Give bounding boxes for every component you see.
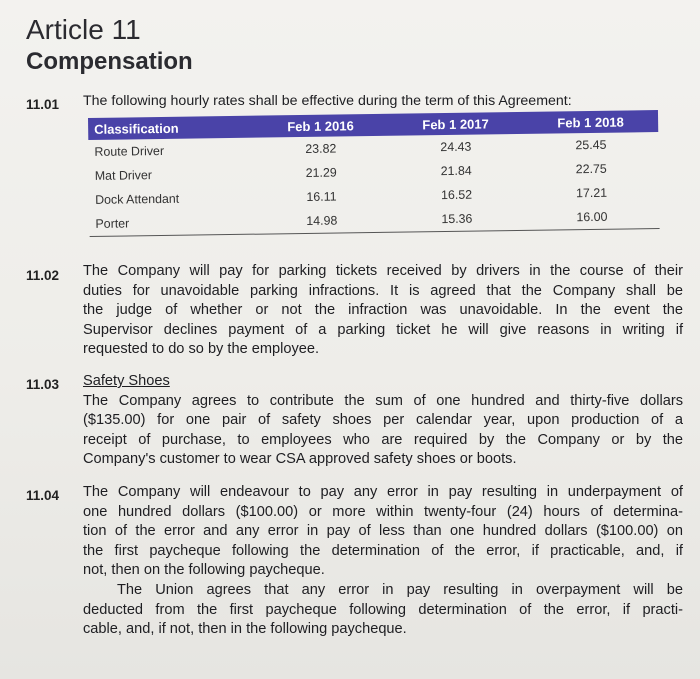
text-line: duties for unavoidable parking infractions. It is agreed that the Company shall be	[83, 282, 683, 299]
row-rate-2018: 25.45	[575, 137, 607, 153]
row-classification: Route Driver	[94, 143, 165, 159]
text-line: requested to do so by the employee.	[83, 341, 320, 358]
section-number-11-03: 11.03	[26, 377, 60, 392]
text-line: not, then on the following paycheque.	[83, 562, 325, 579]
section-11-02-text	[83, 262, 683, 360]
section-number-11-01: 11.01	[26, 97, 60, 112]
text-line: ($135.00) for one pair of safety shoes per calendar year, upon production of a	[83, 412, 683, 429]
row-rate-2016: 23.82	[305, 141, 337, 156]
row-rate-2018: 17.21	[575, 185, 608, 201]
section-11-01-intro-text: The following hourly rates shall be effective during the term of this Agreement:	[83, 93, 572, 109]
row-rate-2016: 14.98	[306, 213, 338, 228]
text-line: The Union agrees that any error in pay resulting in overpayment will be	[117, 581, 683, 598]
row-rate-2018: 16.00	[576, 209, 608, 225]
text-line: The Company will endeavour to pay any error in pay resulting in underpayment of	[83, 484, 683, 500]
text-line: Company's customer to wear CSA approved safety shoes or boots.	[83, 451, 517, 468]
row-rate-2017: 16.52	[440, 187, 473, 203]
text-line: receipt of purchase, to employees who are required by the Company or by the	[83, 431, 683, 448]
row-rate-2017: 15.36	[441, 211, 473, 227]
section-number-11-04: 11.04	[26, 488, 60, 503]
row-rate-2018: 22.75	[575, 161, 607, 177]
section-11-03-text	[83, 372, 683, 470]
text-line: one hundred dollars ($100.00) or more within twenty-four (24) hours of determina-	[83, 503, 683, 520]
section-11-04-text	[83, 483, 683, 640]
row-classification: Dock Attendant	[95, 191, 180, 207]
text-line: Supervisor declines payment of a parking ticket he will give reasons in writing if	[83, 321, 683, 338]
section-11-01-intro	[83, 92, 683, 112]
row-rate-2016: 16.11	[306, 189, 337, 204]
text-line: deducted from the first paycheque following determination of the error, if practi-	[83, 601, 683, 618]
article-subtitle: Compensation	[26, 48, 193, 75]
section-number-11-02: 11.02	[26, 268, 60, 283]
text-line: The Company agrees to contribute the sum of one hundred and thirty-five dollars	[83, 392, 683, 409]
text-line: cable, and, if not, then in the following paycheque.	[83, 621, 407, 638]
text-line: the first paycheque following the determination of the error, if practicable, and, if	[83, 542, 683, 559]
section-11-03-heading: Safety Shoes	[83, 373, 170, 389]
header-feb-2018: Feb 1 2018	[557, 114, 624, 130]
header-feb-2016: Feb 1 2016	[287, 117, 354, 134]
header-feb-2017: Feb 1 2017	[422, 115, 489, 132]
hourly-rates-table	[88, 110, 660, 237]
row-classification: Porter	[95, 216, 130, 231]
row-rate-2017: 24.43	[440, 139, 472, 155]
row-rate-2017: 21.84	[440, 163, 472, 179]
text-line: tion of the error and any error in pay of less than one hundred dollars ($100.00) on	[83, 523, 683, 540]
row-classification: Mat Driver	[94, 168, 153, 183]
article-title: Article 11	[26, 14, 141, 45]
text-line: the judge of whether or not the infraction was unavoidable. In the event the	[83, 302, 683, 319]
header-classification: Classification	[94, 120, 179, 137]
text-line: The Company will pay for parking tickets received by drivers in the course of their	[83, 263, 683, 279]
row-rate-2016: 21.29	[305, 165, 337, 180]
